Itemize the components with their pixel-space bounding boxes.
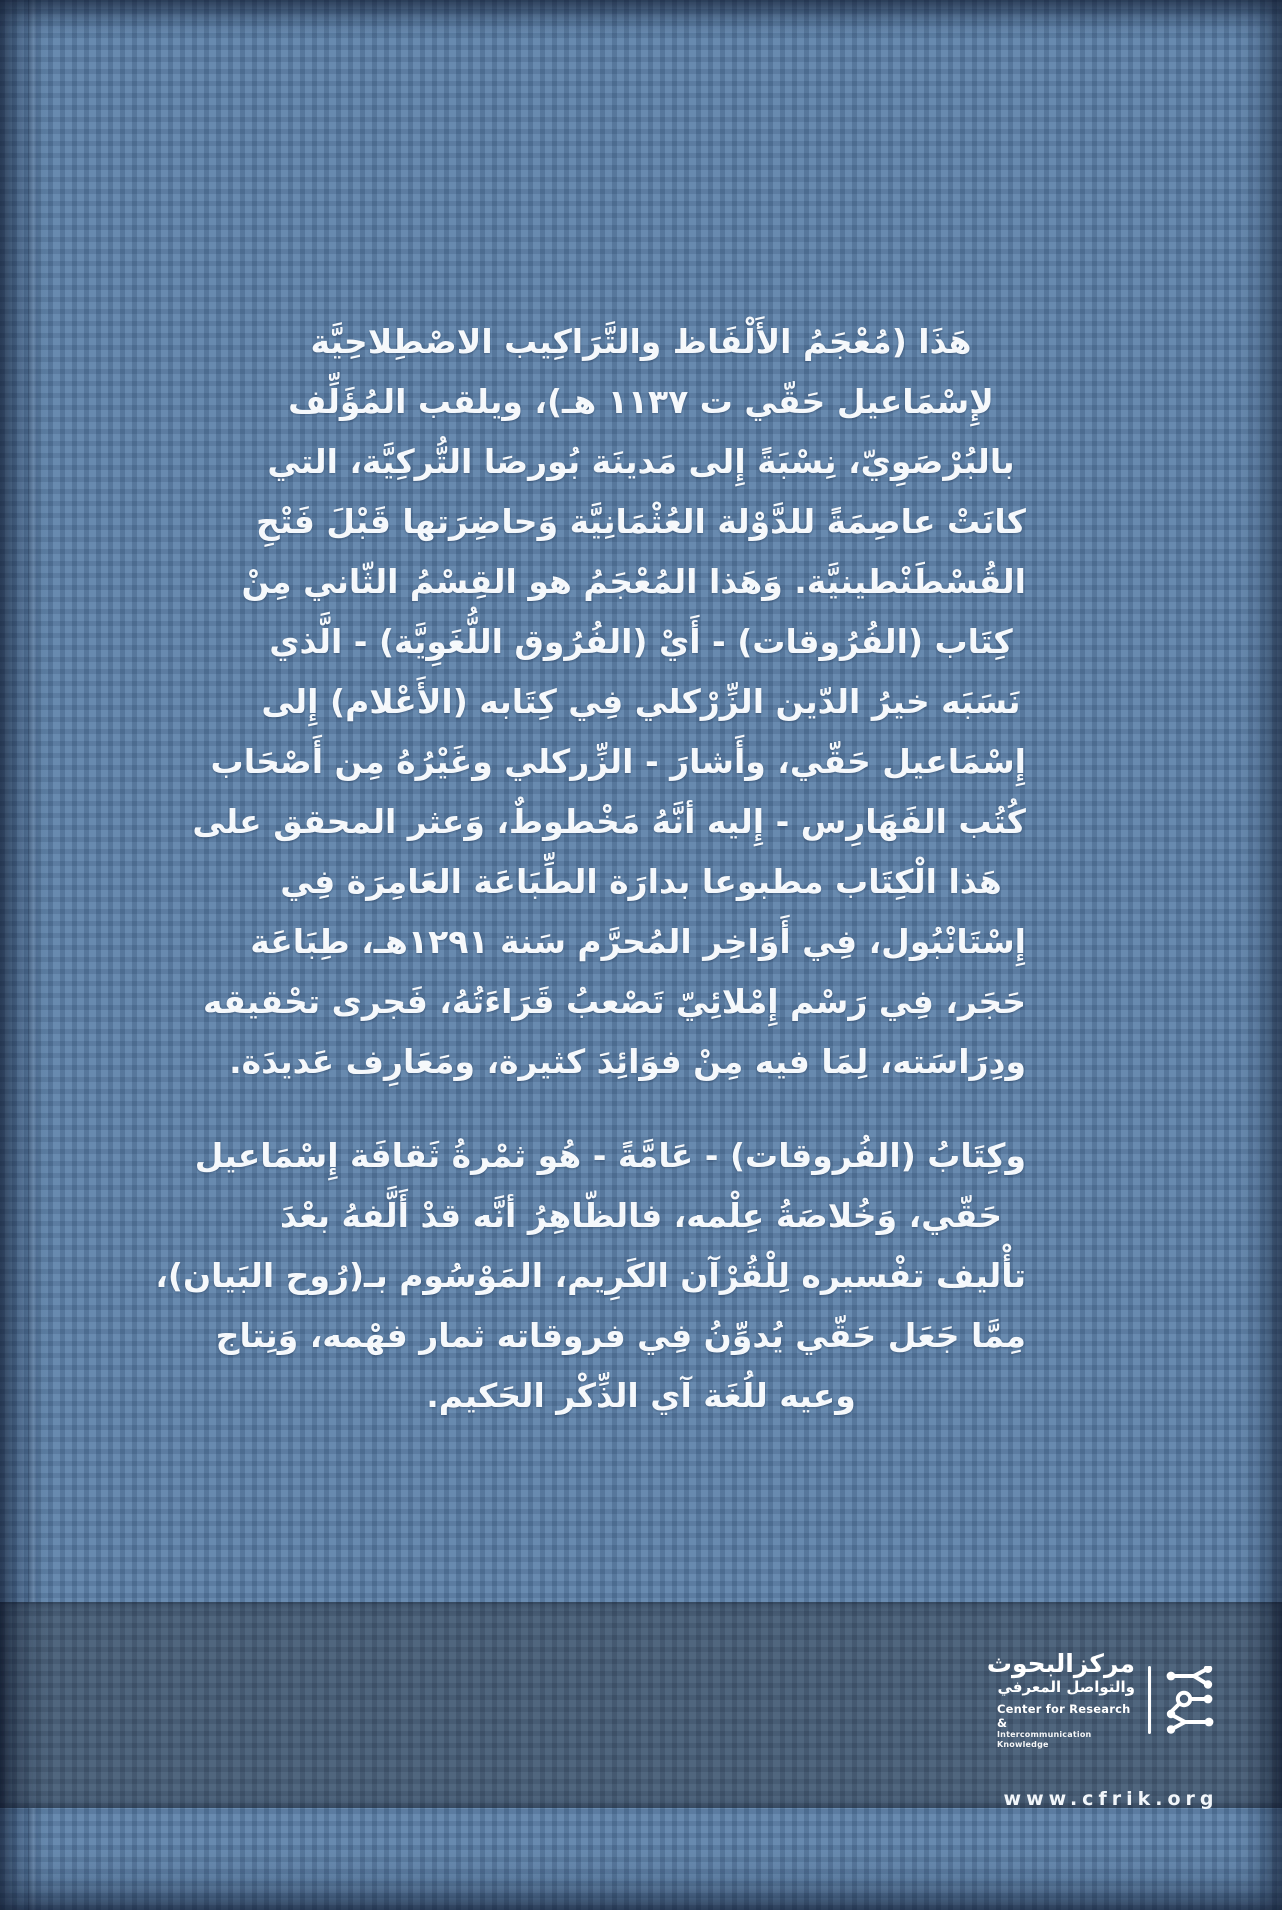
blurb-line: نَسَبَه خيرُ الدّين الزِّرْكلي فِي كِتَابه (الأَعْلام) إِلى [261,682,1021,721]
blurb-line: القُسْطَنْطينيَّة. وَهَذا المُعْجَمُ هو القِسْمُ الثّاني مِنْ [241,562,1026,601]
blurb-line: هَذا الْكِتَاب مطبوعا بدارَة الطِّبَاعَة العَامِرَة فِي [280,862,1002,901]
logo-divider-line [1148,1666,1151,1734]
publisher-logo [986,1649,1218,1750]
blurb-line: كانَتْ عاصِمَةً للدَّوْلة العُثْمَانِيَّة وَحاضِرَتها قَبْلَ فَتْحِ [256,502,1026,541]
back-cover-blurb [155,312,1026,1460]
blurb-line: حَقّي، وَخُلاصَةُ عِلْمه، فالظّاهِرُ أنَّه قدْ أَلَّفهُ بعْدَ [279,1196,1003,1235]
blurb-line: هَذَا (مُعْجَمُ الأَلْفَاظ والتَّرَاكِيب الاصْطِلاحِيَّة [310,322,972,361]
blurb-line: لإِسْمَاعيل حَقّي ت ١١٣٧ هـ)، ويلقب المُؤَلِّف [288,382,994,421]
publisher-name-arabic-line1: مركزالبحوث [986,1649,1135,1678]
publisher-footer-band [0,1602,1282,1808]
blurb-paragraph-2 [155,1126,1026,1426]
blurb-paragraph-1 [192,312,1026,1092]
blurb-line: بالبُرْصَوِيّ، نِسْبَةً إِلى مَدينَة بُورصَا التُّركِيَّة، التي [267,442,1015,481]
blurb-line: حَجَر، فِي رَسْم إِمْلائِيّ تَصْعبُ قَرَاءَتُهُ، فَجرى تحْقيقه [202,982,1026,1021]
publisher-website-url: www.cfrik.org [1003,1788,1219,1810]
blurb-line: كِتَاب (الفُرُوقات) - أَيْ (الفُرُوق اللُّغَوِيَّة) - الَّذي [269,622,1013,661]
blurb-line: ودِرَاسَته، لِمَا فيه مِنْ فوَائِدَ كثيرة، ومَعَارِف عَديدَة. [229,1042,1026,1081]
blurb-line: كُتُب الفَهَارِس - إِليه أنَّهُ مَخْطوطٌ، وَعثر المحقق على [192,802,1026,841]
publisher-name-english-line1: Center for Research & [997,1702,1131,1730]
network-logo-icon [1164,1666,1218,1734]
blurb-line: إِسْمَاعيل حَقّي، وأَشارَ - الزِّركلي وغَيْرُهُ مِن أَصْحَاب [210,742,1026,781]
blurb-line: وكِتَابُ (الفُروقات) - عَامَّةً - هُو ثمْرةُ ثَقافَة إِسْمَاعيل [194,1136,1026,1175]
blurb-line: وعيه للُغَة آي الذِّكْر الحَكيم. [426,1376,856,1415]
publisher-logo-text [986,1649,1135,1750]
publisher-name-english-line2: Intercommunication Knowledge [997,1730,1092,1749]
blurb-line: مِمَّا جَعَل حَقّي يُدوِّنُ فِي فروقاته ثمار فهْمه، وَنِتاج [215,1316,1026,1355]
publisher-name-arabic-line2: والتواصل المعرفي [997,1678,1135,1696]
blurb-line: إِسْتَانْبُول، فِي أَوَاخِر المُحرَّم سَنة ١٢٩١هـ، طِبَاعَة [250,922,1026,961]
blurb-line: تأْليف تفْسيره لِلْقُرْآن الكَرِيم، المَوْسُوم بـ(رُوح البَيان)، [155,1256,1026,1295]
